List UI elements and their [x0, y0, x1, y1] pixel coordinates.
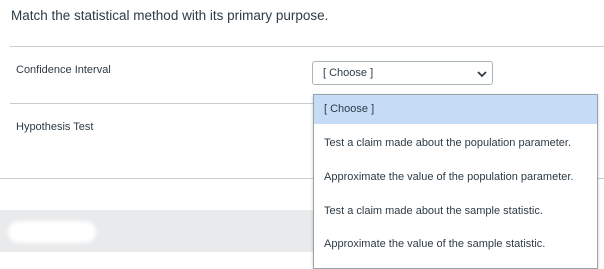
chevron-down-icon [477, 69, 487, 81]
select-value: [ Choose ] [323, 67, 374, 79]
row-label-hypothesis-test: Hypothesis Test [16, 121, 94, 133]
divider [10, 103, 313, 104]
dropdown-menu[interactable] [313, 94, 598, 269]
dropdown-option[interactable]: Test a claim made about the sample statistic. [324, 205, 543, 217]
dropdown-option[interactable]: Test a claim made about the population parameter. [324, 137, 572, 149]
question-text: Match the statistical method with its primary purpose. [11, 8, 329, 23]
answer-select-confidence-interval[interactable] [312, 61, 493, 85]
dropdown-option[interactable]: Approximate the value of the sample statistic. [324, 238, 546, 250]
row-label-confidence-interval: Confidence Interval [16, 64, 111, 76]
redacted-region [8, 221, 96, 243]
dropdown-option[interactable]: Approximate the value of the population parameter. [324, 171, 574, 183]
dropdown-option-choose[interactable]: [ Choose ] [314, 95, 597, 124]
divider [10, 46, 604, 47]
